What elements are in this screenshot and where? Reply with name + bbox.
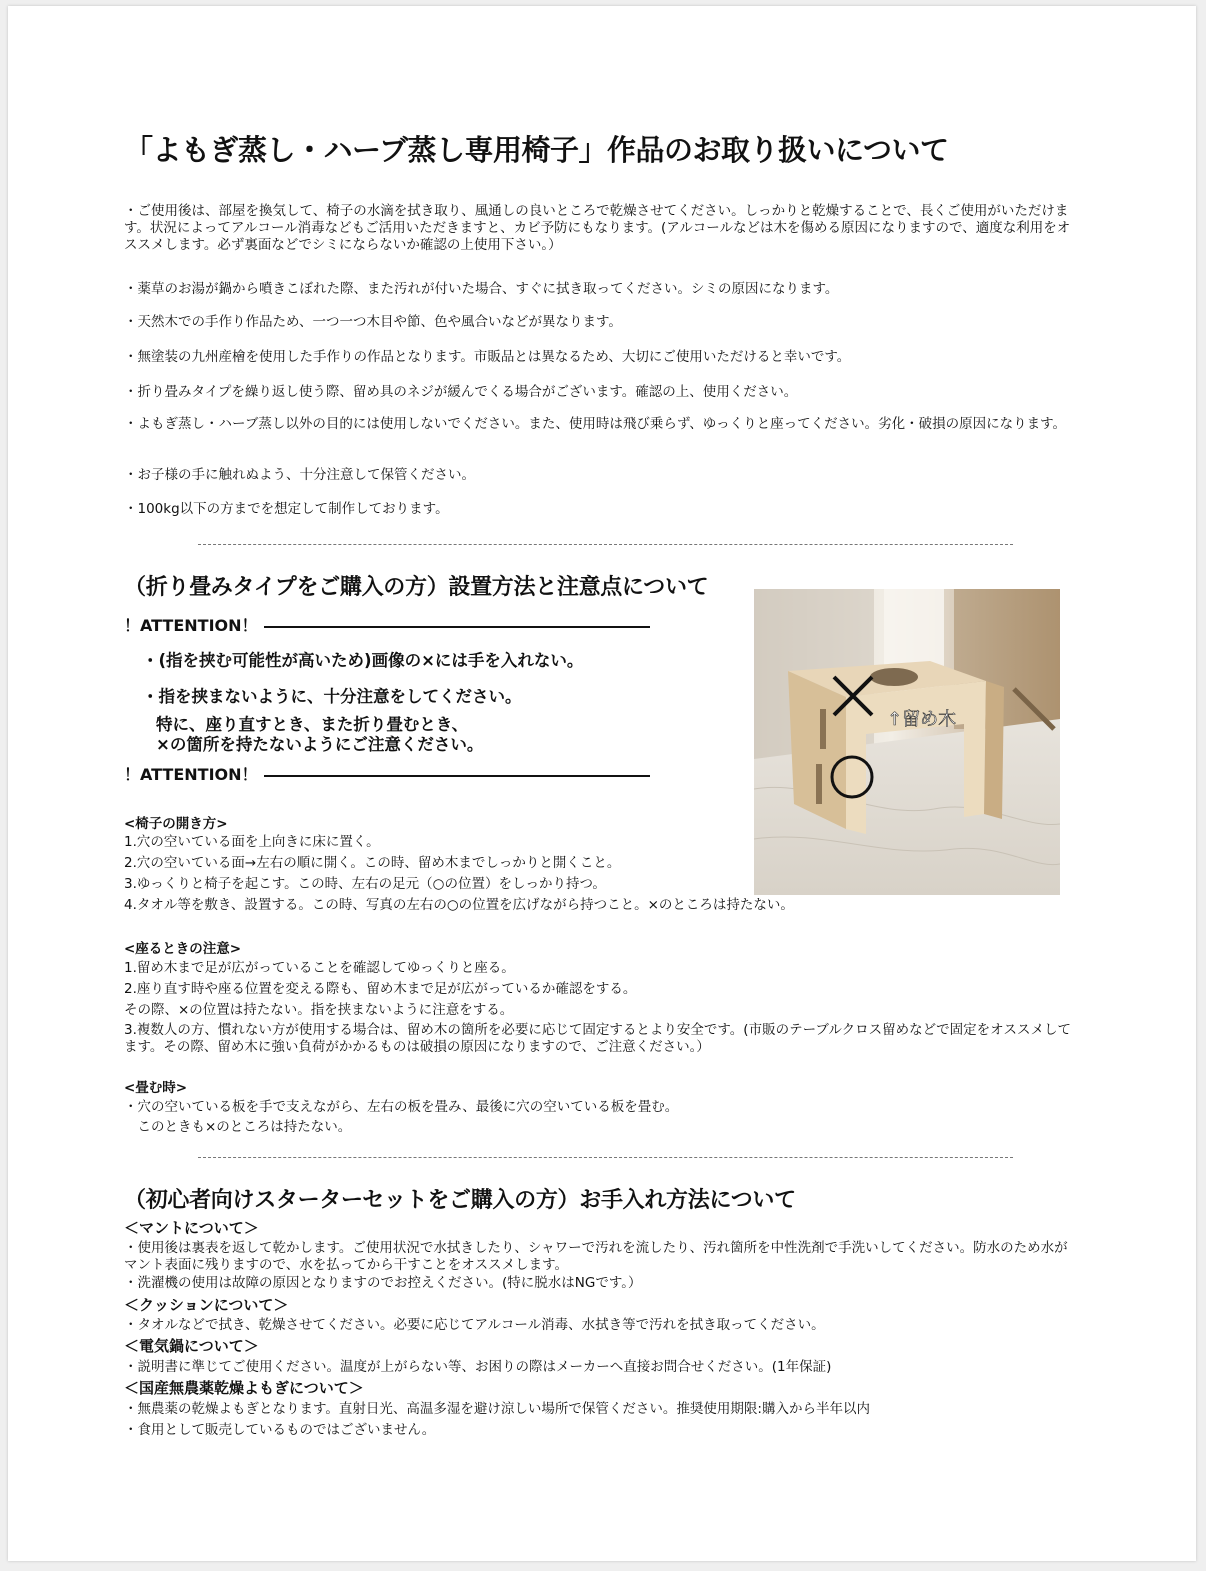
intro-paragraph-7: ・お子様の手に触れぬよう、十分注意して保管ください。 [124, 467, 475, 483]
intro-paragraph-1: ・ご使用後は、部屋を換気して、椅子の水滴を拭き取り、風通しの良いところで乾燥させてください。しっかりと乾燥することで、長くご使用がいただけます。状況によってアルコール消毒などもご活用いただきますと、カビ予防にもなります。(アルコールなどは木を傷める原因になりますので、適度な利用をオススメします。必ず裏面などでシミにならないか確認の上使用下さい。） [124, 203, 1071, 253]
pot-heading: ＜電気鍋について＞ [124, 1337, 259, 1355]
sit-line-2: 2.座り直す時や座る位置を変える際も、留め木まで足が広がっているか確認をする。 [124, 981, 637, 997]
section2-heading: （折り畳みタイプをご購入の方）設置方法と注意点について [124, 575, 709, 600]
fold-heading: <畳む時> [124, 1080, 188, 1096]
attention-rule [264, 626, 650, 628]
cushion-line-1: ・タオルなどで拭き、乾燥させてください。必要に応じてアルコール消毒、水拭き等で汚れを拭き取ってください。 [124, 1317, 825, 1333]
document-page [8, 6, 1196, 1561]
warning-line-3: 特に、座り直すとき、また折り畳むとき、 [156, 715, 469, 734]
mantle-line-1: ・使用後は裏表を返して乾かします。ご使用状況で水拭きしたり、シャワーで汚れを流したり、汚れ箇所を中性洗剤で手洗いしてください。防水のため水がマント表面に残りますので、水を払ってから干すことをオススメします。 [124, 1240, 1068, 1273]
warning-line-1: ・(指を挟む可能性が高いため)画像の×には手を入れない。 [142, 651, 584, 670]
mugwort-heading: ＜国産無農薬乾燥よもぎについて＞ [124, 1379, 364, 1397]
section-divider [198, 1157, 1013, 1158]
section3-heading: （初心者向けスターターセットをご購入の方）お手入れ方法について [124, 1188, 796, 1213]
intro-paragraph-4: ・無塗装の九州産檜を使用した手作りの作品となります。市販品とは異なるため、大切にご使用いただけると幸いです。 [124, 349, 851, 365]
mantle-heading: ＜マントについて＞ [124, 1219, 259, 1237]
warning-line-4: ×の箇所を持たないようにご注意ください。 [156, 735, 484, 754]
sit-line-1: 1.留め木まで足が広がっていることを確認してゆっくりと座る。 [124, 960, 515, 976]
sit-heading: <座るときの注意> [124, 941, 242, 957]
intro-paragraph-8: ・100kg以下の方までを想定して制作しております。 [124, 501, 449, 517]
sit-line-4: 3.複数人の方、慣れない方が使用する場合は、留め木の箇所を必要に応じて固定するとより安全です。(市販のテーブルクロス留めなどで固定をオススメしてます。その際、留め木に強い負荷がかかるものは破損の原因になりますので、ご注意ください。） [124, 1022, 1071, 1055]
intro-paragraph-2: ・薬草のお湯が鍋から噴きこぼれた際、また汚れが付いた場合、すぐに拭き取ってください。シミの原因になります。 [124, 281, 839, 297]
photo-label: ↑留め木 [887, 709, 957, 730]
mugwort-line-2: ・食用として販売しているものではございません。 [124, 1422, 436, 1438]
open-step-2: 2.穴の空いている面→左右の順に開く。この時、留め木までしっかりと開くこと。 [124, 855, 621, 871]
attention-banner-bottom [124, 762, 650, 785]
mantle-line-2: ・洗濯機の使用は故障の原因となりますのでお控えください。(特に脱水はNGです。） [124, 1275, 642, 1291]
pot-line-1: ・説明書に準じてご使用ください。温度が上がらない等、お困りの際はメーカーへ直接お問合せください。(1年保証) [124, 1359, 832, 1375]
open-step-4: 4.タオル等を敷き、設置する。この時、写真の左右の○の位置を広げながら持つこと。×のところは持たない。 [124, 897, 794, 913]
attention-rule [264, 775, 650, 777]
attention-label: ！ATTENTION！ [124, 616, 258, 635]
cushion-heading: ＜クッションについて＞ [124, 1296, 289, 1314]
intro-paragraph-6: ・よもぎ蒸し・ハーブ蒸し以外の目的には使用しないでください。また、使用時は飛び乗らず、ゆっくりと座ってください。劣化・破損の原因になります。 [124, 416, 1067, 432]
section-divider [198, 544, 1013, 545]
open-step-3: 3.ゆっくりと椅子を起こす。この時、左右の足元（○の位置）をしっかり持つ。 [124, 876, 606, 892]
fold-line-2: このときも×のところは持たない。 [124, 1119, 352, 1135]
attention-banner-top [124, 613, 650, 636]
open-step-1: 1.穴の空いている面を上向きに床に置く。 [124, 834, 380, 850]
mugwort-line-1: ・無農薬の乾燥よもぎとなります。直射日光、高温多湿を避け涼しい場所で保管ください。推奨使用期限:購入から半年以内 [124, 1401, 870, 1417]
intro-paragraph-5: ・折り畳みタイプを繰り返し使う際、留め具のネジが緩んでくる場合がございます。確認の上、使用ください。 [124, 384, 798, 400]
fold-line-1: ・穴の空いている板を手で支えながら、左右の板を畳み、最後に穴の空いている板を畳む。 [124, 1099, 679, 1115]
attention-label: ！ATTENTION！ [124, 765, 258, 784]
stool-photo-illustration [754, 589, 1060, 895]
stool-photo [754, 589, 1060, 895]
open-heading: <椅子の開き方> [124, 816, 228, 832]
intro-paragraph-3: ・天然木での手作り作品ため、一つ一つ木目や節、色や風合いなどが異なります。 [124, 314, 622, 330]
warning-line-2: ・指を挟まないように、十分注意をしてください。 [142, 687, 522, 706]
sit-line-3: その際、×の位置は持たない。指を挟まないように注意をする。 [124, 1002, 514, 1018]
page-title: 「よもぎ蒸し・ハーブ蒸し専用椅子」作品のお取り扱いについて [124, 133, 949, 167]
